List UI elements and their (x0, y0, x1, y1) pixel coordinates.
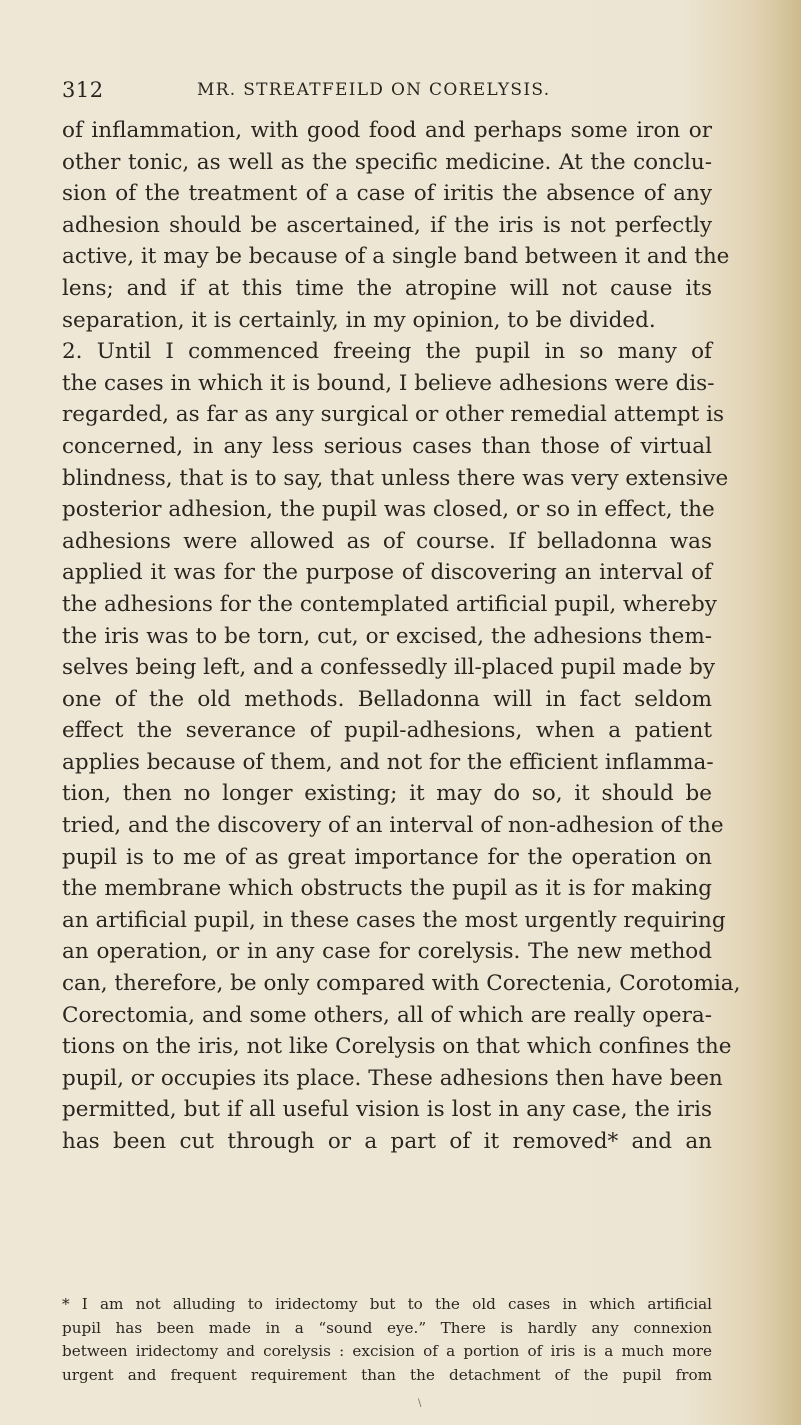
text-line: lens; and if at this time the atropine will not cause its (62, 275, 712, 301)
text-line: tion, then no longer existing; it may do so, it should be (62, 781, 712, 807)
text-line: 2. Until I commenced freeing the pupil in so many of (62, 339, 712, 365)
text-line: pupil is to me of as great importance for the operation on (62, 844, 712, 870)
text-line: tried, and the discovery of an interval of non-adhesion of the (62, 813, 724, 839)
footnote-line: * I am not alluding to iridectomy but to the old cases in which artificial (62, 1295, 712, 1313)
text-line: separation, it is certainly, in my opinion, to be divided. (62, 307, 656, 333)
text-line: an operation, or in any case for corelysis. The new method (62, 939, 712, 965)
footnote (62, 1293, 712, 1387)
text-line: tions on the iris, not like Corelysis on that which confines the (62, 1034, 732, 1060)
text-line: the iris was to be torn, cut, or excised, the adhesions them- (62, 623, 712, 649)
page-number: 312 (62, 78, 104, 102)
text-line: pupil, or occupies its place. These adhesions then have been (62, 1065, 723, 1091)
text-line: active, it may be because of a single band between it and the (62, 244, 730, 270)
text-line: an artificial pupil, in these cases the most urgently requiring (62, 907, 726, 933)
text-line: concerned, in any less serious cases than those of virtual (62, 433, 712, 459)
text-line: one of the old methods. Belladonna will in fact seldom (62, 686, 712, 712)
footnote-line: pupil has been made in a “sound eye.” There is hardly any connexion (62, 1318, 712, 1337)
footnote-line: between iridectomy and corelysis : excision of a portion of iris is a much more (62, 1342, 712, 1360)
text-line: has been cut through or a part of it removed* and an (62, 1129, 712, 1154)
text-line: applies because of them, and not for the efficient inflamma- (62, 749, 714, 775)
text-line: blindness, that is to say, that unless there was very extensive (62, 465, 729, 491)
text-line: selves being left, and a confessedly ill-placed pupil made by (62, 655, 715, 681)
running-head (62, 78, 692, 110)
text-line: of inflammation, with good food and perhaps some iron or (62, 118, 712, 143)
text-line: adhesion should be ascertained, if the iris is not perfectly (62, 212, 712, 238)
text-line: can, therefore, be only compared with Corectenia, Corotomia, (62, 971, 741, 997)
text-line: permitted, but if all useful vision is lost in any case, the iris (62, 1097, 712, 1123)
text-line: adhesions were allowed as of course. If belladonna was (62, 528, 712, 554)
running-title: MR. STREATFEILD ON CORELYSIS. (197, 80, 551, 100)
text-line: regarded, as far as any surgical or other remedial attempt is (62, 402, 725, 428)
text-line: Corectomia, and some others, all of which are really opera- (62, 1002, 712, 1028)
text-line: the cases in which it is bound, I believe adhesions were dis- (62, 370, 715, 396)
text-line: the adhesions for the contemplated artificial pupil, whereby (62, 591, 717, 617)
text-line: applied it was for the purpose of discovering an interval of (62, 560, 712, 586)
body-text (62, 115, 741, 1158)
text-line: sion of the treatment of a case of iritis the absence of any (62, 181, 712, 207)
text-line: posterior adhesion, the pupil was closed, or so in effect, the (62, 497, 715, 523)
footnote-line: urgent and frequent requirement than the detachment of the pupil from (62, 1365, 712, 1384)
text-line: the membrane which obstructs the pupil as it is for making (62, 876, 712, 902)
stray-print-mark: \ (418, 1398, 422, 1409)
text-line: effect the severance of pupil-adhesions, when a patient (62, 718, 712, 744)
text-line: other tonic, as well as the specific medicine. At the conclu- (62, 149, 712, 175)
